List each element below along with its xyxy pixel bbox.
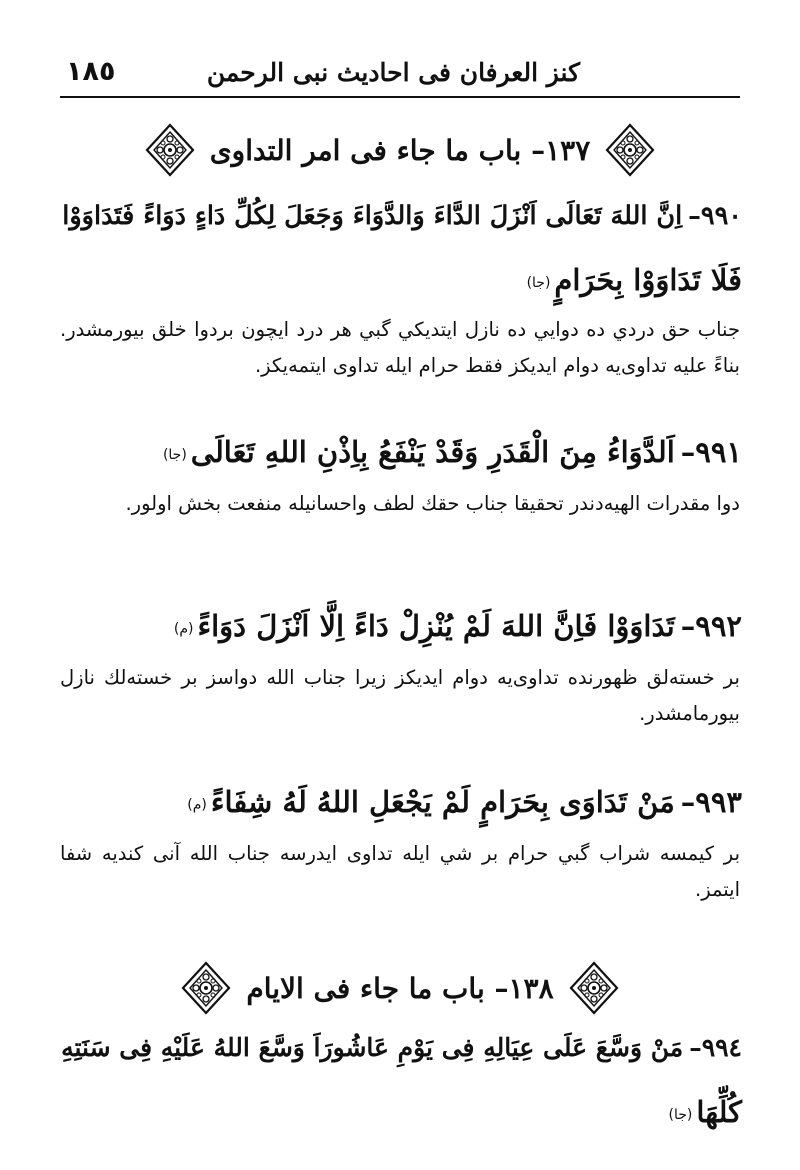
hadith-990 — [58, 184, 742, 315]
hadith-line — [58, 1080, 742, 1147]
hadith-text: مَنْ تَدَاوَى بِحَرَامٍ لَمْ يَجْعَلِ اللهُ لَهُ شِفَاءً — [210, 785, 675, 819]
translation-992: بر خسته‌لق ظهورنده تداوى‌يه دوام ايديكز زيرا جناب الله دواسز بر خسته‌لك نازل بيورمامشدر. — [60, 666, 740, 725]
hadith-text: مَنْ وَسَّعَ عَلَى عِيَالِهِ فِى يَوْمِ عَاشُورَاَ وَسَّعَ اللهُ عَلَيْهِ فِى سَنَتِهِ — [61, 1033, 684, 1062]
hadith-number: ٩٩٣– — [680, 785, 742, 819]
hadith-text: فَلَا تَدَاوَوْا بِحَرَامٍ — [554, 263, 742, 297]
hadith-line — [58, 248, 742, 315]
hadith-993 — [58, 770, 742, 837]
source-reference: (م) — [187, 797, 207, 813]
chapter-title: ١٣٧– باب ما جاء فى امر التداوى — [209, 133, 591, 167]
diamond-ornament-icon — [180, 960, 232, 1016]
hadith-number: ٩٩٢– — [680, 609, 742, 643]
diamond-ornament-icon — [604, 122, 656, 178]
hadith-text: اِنَّ اللهَ تَعَالَى اَنْزَلَ الدَّاءَ وَالدَّوَاءَ وَجَعَلَ لِكُلِّ دَاءٍ دَوَاءً فَتَدَاوَوْا — [62, 201, 683, 231]
running-header — [60, 52, 740, 98]
diamond-ornament-icon — [568, 960, 620, 1016]
hadith-line — [58, 184, 742, 248]
chapter-heading-138 — [130, 956, 670, 1020]
translation-991: دوا مقدرات الهيه‌دندر تحقيقا جناب حقك لطف واحسانيله منفعت بخش اولور. — [125, 492, 740, 515]
chapter-heading-137 — [130, 118, 670, 182]
hadith-992 — [58, 594, 742, 661]
source-reference: (جا) — [668, 1107, 693, 1123]
source-reference: (م) — [173, 621, 194, 637]
hadith-number: ٩٩٤– — [689, 1033, 742, 1062]
hadith-line — [58, 1016, 742, 1080]
hadith-text: كُلِّهَا — [696, 1095, 742, 1129]
hadith-994 — [58, 1016, 742, 1147]
chapter-title: ١٣٨– باب ما جاء فى الايام — [246, 971, 554, 1005]
hadith-text: اَلدَّوَاءُ مِنَ الْقَدَرِ وَقَدْ يَنْفَعُ بِاِذْنِ اللهِ تَعَالَى — [190, 435, 675, 469]
source-reference: (جا) — [162, 447, 187, 463]
page-number: ١٨٥ — [66, 56, 116, 87]
diamond-ornament-icon — [144, 122, 196, 178]
source-reference: (جا) — [526, 275, 551, 291]
translation-990: جناب حق دردي ده دوايي ده نازل ايتديكي گبي هر درد ايچون بردوا خلق بيورمشدر. بناءً عليه تداوى‌يه دوام ايديكز فقط حرام ايله تداوى ايتمه‌يكز. — [60, 318, 740, 377]
hadith-number: ٩٩١– — [680, 435, 742, 469]
hadith-text: تَدَاوَوْا فَاِنَّ اللهَ لَمْ يُنْزِلْ دَاءً اِلَّا اَنْزَلَ دَوَاءً — [197, 609, 675, 643]
hadith-number: ٩٩٠– — [688, 201, 742, 231]
translation-993: بر كيمسه شراب گبي حرام بر شي ايله تداوى ايدرسه جناب الله آنى كنديه شفا ايتمز. — [60, 842, 740, 901]
book-title: كنز العرفان فى احاديث نبى الرحمن — [206, 58, 580, 87]
hadith-991 — [58, 420, 742, 487]
